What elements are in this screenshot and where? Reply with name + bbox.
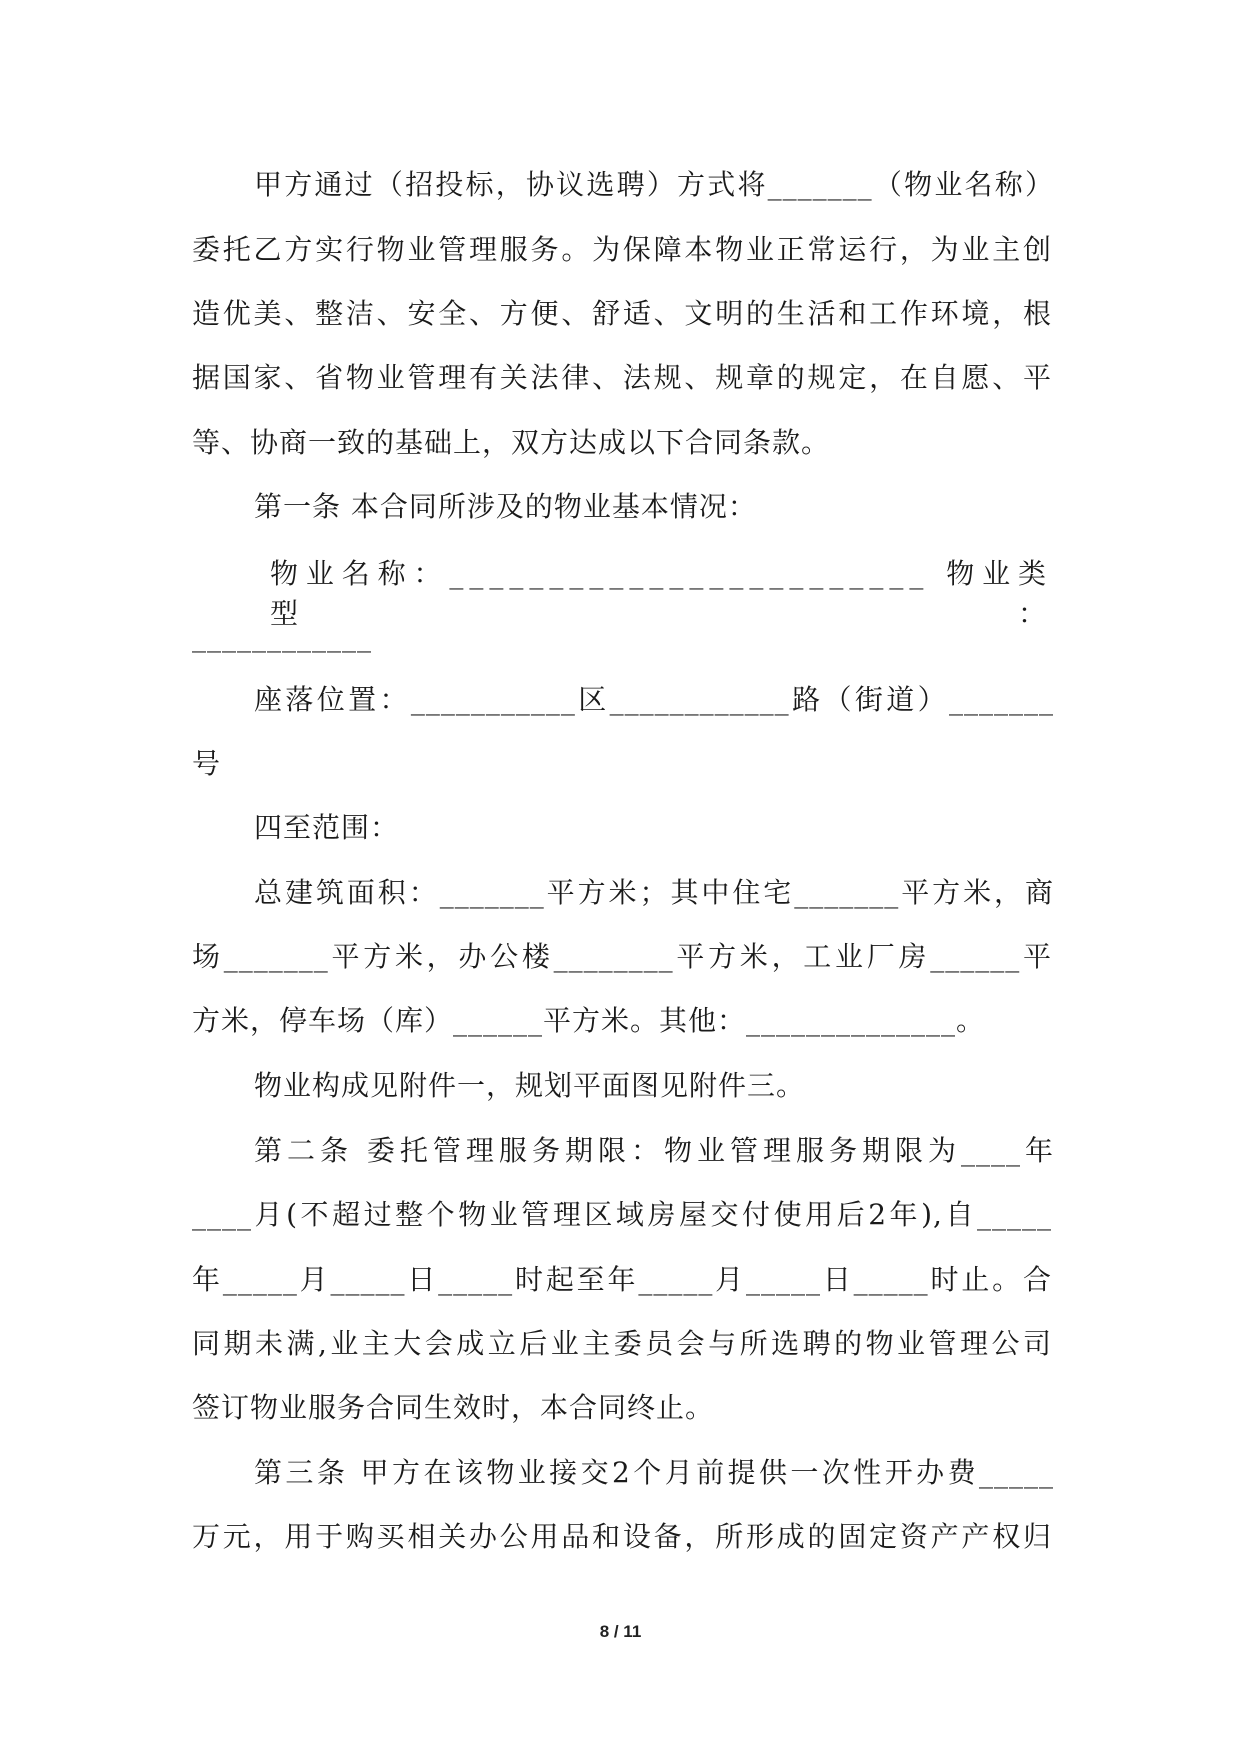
text-line: 方米，停车场（库）______平方米。其他：______________。 <box>192 1004 986 1037</box>
text-line: ____________ <box>192 620 372 653</box>
text-line: 等、协商一致的基础上，双方达成以下合同条款。 <box>192 426 831 459</box>
text-line: 物业名称：________________________ 物业类型： <box>270 557 1052 630</box>
text-line: 同期未满,业主大会成立后业主委员会与所选聘的物业管理公司 <box>192 1327 1052 1360</box>
text-line: 四至范围： <box>254 811 400 844</box>
text-line: 物业构成见附件一，规划平面图见附件三。 <box>254 1069 806 1102</box>
text-line: 委托乙方实行物业管理服务。为保障本物业正常运行，为业主创 <box>192 233 1052 266</box>
article-heading: 第二条 委托管理服务期限：物业管理服务期限为____年 <box>254 1134 1054 1167</box>
text-line: 年_____月_____日_____时起至年_____月_____日_____时止。合 <box>192 1263 1052 1296</box>
text-line: 据国家、省物业管理有关法律、法规、规章的规定，在自愿、平 <box>192 361 1052 394</box>
text-line: ____月(不超过整个物业管理区域房屋交付使用后2年),自_____ <box>192 1198 1052 1231</box>
text-line: 场_______平方米，办公楼________平方米，工业厂房______平 <box>192 940 1052 973</box>
page-number: 8 / 11 <box>599 1622 642 1641</box>
text-line: 万元，用于购买相关办公用品和设备，所形成的固定资产产权归 <box>192 1520 1052 1553</box>
text-line: 总建筑面积：_______平方米；其中住宅_______平方米，商 <box>254 876 1054 909</box>
text-line: 号 <box>192 747 222 780</box>
text-line: 甲方通过（招投标，协议选聘）方式将_______（物业名称） <box>254 168 1054 201</box>
text-line: 造优美、整洁、安全、方便、舒适、文明的生活和工作环境，根 <box>192 297 1052 330</box>
article-heading: 第一条 本合同所涉及的物业基本情况： <box>254 490 757 523</box>
text-line: 座落位置：___________区____________路（街道）_______ <box>254 683 1054 716</box>
text-line: 签订物业服务合同生效时，本合同终止。 <box>192 1391 715 1424</box>
article-heading: 第三条 甲方在该物业接交2个月前提供一次性开办费_____ <box>254 1456 1054 1489</box>
